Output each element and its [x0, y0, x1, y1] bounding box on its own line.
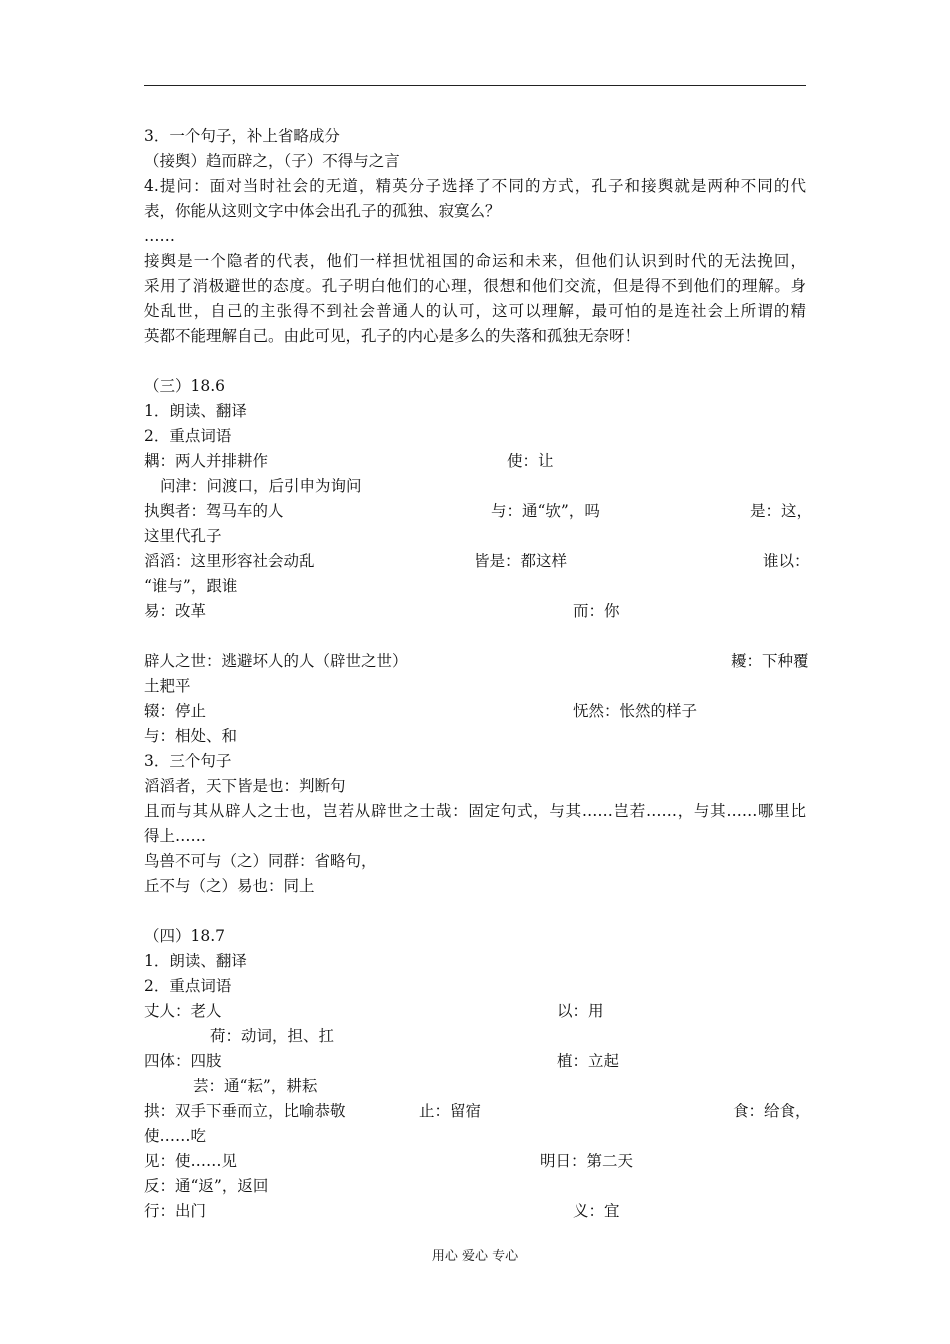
text-line: 丘不与（之）易也：同上	[144, 877, 315, 895]
text-line: 是：这，	[750, 502, 813, 520]
text-line: 耦：两人并排耕作	[144, 452, 269, 470]
text-line: 得上……	[144, 827, 207, 845]
text-line: （三）18.6	[144, 377, 226, 395]
text-line: 与：通“欤”，吗	[491, 502, 600, 520]
text-line: 1．朗读、翻译	[144, 402, 247, 420]
text-line: 谁以：	[763, 552, 810, 570]
text-line: 行：出门	[144, 1202, 207, 1220]
text-line: 接舆是一个隐者的代表，他们一样担忧祖国的命运和未来，但他们认识到时代的无法挽回，	[144, 252, 806, 270]
header-rule	[144, 85, 806, 86]
text-line: 滔滔：这里形容社会动乱	[144, 552, 315, 570]
text-line: 3．一个句子，补上省略成分	[144, 127, 340, 145]
text-line: 食：给食，	[733, 1102, 811, 1120]
text-line: 处乱世，自己的主张得不到社会普通人的认可，这可以理解，最可怕的是连社会上所谓的精	[144, 302, 806, 320]
text-line: 荷：动词，担、扛	[210, 1027, 335, 1045]
text-line: 问津：问渡口，后引申为询问	[160, 477, 362, 495]
text-line: 芸：通“耘”，耕耘	[193, 1077, 318, 1095]
text-line: 英都不能理解自己。由此可见，孔子的内心是多么的失落和孤独无奈呀！	[144, 327, 641, 345]
text-line: 这里代孔子	[144, 527, 222, 545]
text-line: 采用了消极避世的态度。孔子明白他们的心理，很想和他们交流，但是得不到他们的理解。身	[144, 277, 806, 295]
text-line: 四体：四肢	[144, 1052, 222, 1070]
text-line: 丈人：老人	[144, 1002, 222, 1020]
text-line: 而：你	[573, 602, 620, 620]
text-line: 且而与其从辟人之士也，岂若从辟世之士哉：固定句式，与其……岂若……，与其……哪里比	[144, 802, 806, 820]
text-line: 1．朗读、翻译	[144, 952, 247, 970]
text-line: ……	[144, 227, 175, 245]
text-line: 3．三个句子	[144, 752, 232, 770]
text-line: 皆是：都这样	[474, 552, 568, 570]
text-line: 见：使……见	[144, 1152, 238, 1170]
text-line: 执舆者：驾马车的人	[144, 502, 284, 520]
text-line: 与：相处、和	[144, 727, 238, 745]
text-line: 辟人之世：逃避坏人的人（辟世之世）	[144, 652, 408, 670]
text-line: 明日：第二天	[540, 1152, 634, 1170]
text-line: （接舆）趋而辟之，（子）不得与之言	[144, 152, 400, 170]
text-line: 反：通“返”，返回	[144, 1177, 269, 1195]
text-line: （四）18.7	[144, 927, 226, 945]
text-line: 表，你能从这则文字中体会出孔子的孤独、寂寞么？	[144, 202, 501, 220]
text-line: 怃然：怅然的样子	[573, 702, 698, 720]
text-line: 使……吃	[144, 1127, 207, 1145]
text-line: 义：宜	[573, 1202, 620, 1220]
text-line: 止：留宿	[419, 1102, 482, 1120]
text-line: 4.提问：面对当时社会的无道，精英分子选择了不同的方式，孔子和接舆就是两种不同的代	[144, 177, 806, 195]
text-line: “谁与”，跟谁	[144, 577, 238, 595]
text-line: 滔滔者，天下皆是也：判断句	[144, 777, 346, 795]
text-line: 易：改革	[144, 602, 207, 620]
page-footer: 用心 爱心 专心	[431, 1249, 519, 1264]
text-line: 以：用	[557, 1002, 604, 1020]
text-line: 使：让	[507, 452, 554, 470]
text-line: 鸟兽不可与（之）同群：省略句，	[144, 852, 377, 870]
text-line: 植：立起	[557, 1052, 620, 1070]
text-line: 土耙平	[144, 677, 191, 695]
text-line: 2．重点词语	[144, 427, 232, 445]
text-line: 拱：双手下垂而立，比喻恭敬	[144, 1102, 346, 1120]
text-line: 耰：下种覆	[731, 652, 809, 670]
text-line: 辍：停止	[144, 702, 207, 720]
text-line: 2．重点词语	[144, 977, 232, 995]
